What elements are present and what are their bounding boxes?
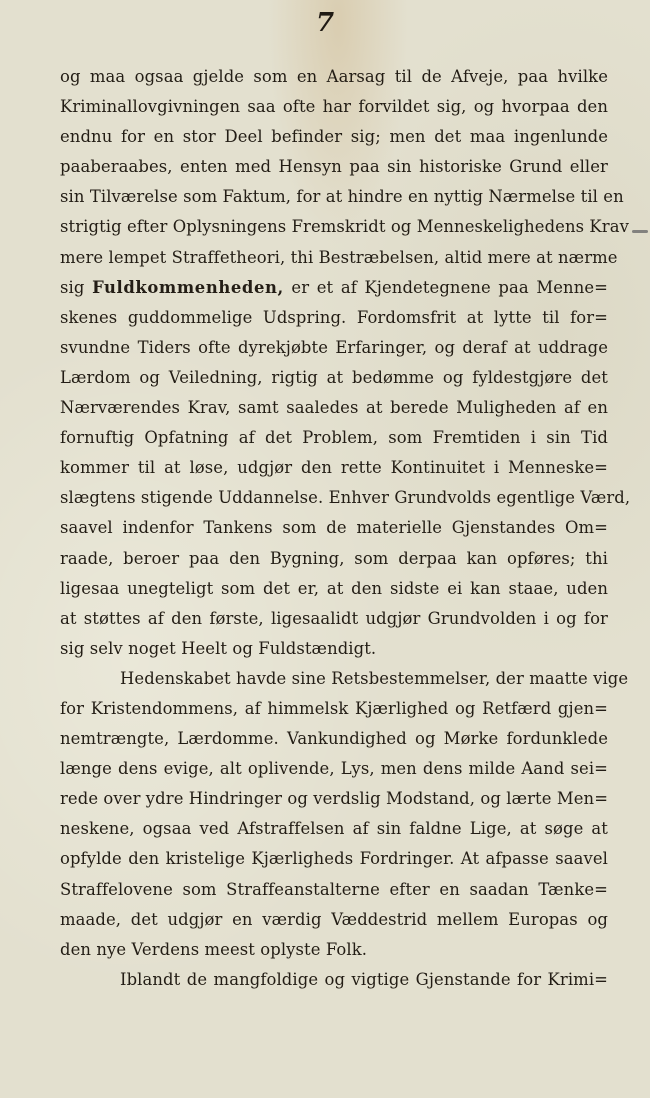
body-text — [60, 62, 631, 995]
text-line: den nye Verdens meest oplyste Folk. — [60, 939, 368, 959]
text-line: raade, beroer paa den Bygning, som derpaa kan opføres; thi — [60, 548, 608, 568]
text-segment: er et af Kjendetegnene paa Menne= — [283, 277, 609, 297]
text-line: neskene, ogsaa ved Afstraffelsen af sin faldne Lige, at søge at — [60, 819, 608, 839]
margin-mark — [632, 230, 648, 233]
text-line: opfylde den kristelige Kjærligheds Fordringer. At afpasse saavel — [60, 849, 608, 869]
text-line: mere lempet Straffetheori, thi Bestræbelsen, altid mere at nærme — [60, 247, 618, 267]
text-line: Nærværendes Krav, samt saaledes at berede Muligheden af en — [60, 398, 608, 418]
text-line: sig selv noget Heelt og Fuldstændigt. — [60, 638, 377, 658]
text-line: fornuftig Opfatning af det Problem, som Fremtiden i sin Tid — [60, 428, 608, 448]
text-line: og maa ogsaa gjelde som en Aarsag til de Afveje, paa hvilke — [60, 67, 608, 86]
text-line: paaberaabes, enten med Hensyn paa sin historiske Grund eller — [60, 157, 608, 177]
text-line: for Kristendommens, af himmelsk Kjærlighed og Retfærd gjen= — [60, 698, 608, 718]
text-line: rede over ydre Hindringer og verdslig Modstand, og lærte Men= — [60, 789, 609, 809]
paragraph-2 — [60, 664, 629, 965]
text-line: Iblandt de mangfoldige og vigtige Gjenstande for Krimi= — [120, 969, 608, 989]
page-number: 7 — [315, 8, 335, 38]
text-segment: sig — [60, 277, 93, 297]
text-line: skenes guddommelige Udspring. Fordomsfrit at lytte til for= — [60, 307, 608, 327]
text-line: Hedenskabet havde sine Retsbestemmelser, der maatte vige — [120, 668, 629, 688]
text-line: at støttes af den første, ligesaalidt udgjør Grundvolden i og for — [60, 608, 608, 628]
text-line-with-emphasis — [60, 273, 608, 303]
text-line: slægtens stigende Uddannelse. Enhver Grundvolds egentlige Værd, — [60, 488, 631, 508]
emphasized-word: Fuldkommenheden, — [92, 277, 284, 297]
text-line: Lærdom og Veiledning, rigtig at bedømme og fyldestgjøre det — [60, 367, 608, 387]
text-line: Straffelovene som Straffeanstalterne efter en saadan Tænke= — [60, 879, 608, 899]
paragraph-1 — [60, 62, 631, 664]
text-line: ligesaa unegteligt som det er, at den sidste ei kan staae, uden — [60, 578, 608, 598]
text-line: Kriminallovgivningen saa ofte har forvildet sig, og hvorpaa den — [60, 97, 608, 117]
text-line: maade, det udgjør en værdig Væddestrid mellem Europas og — [60, 909, 608, 929]
text-line: længe dens evige, alt oplivende, Lys, men dens milde Aand sei= — [60, 759, 608, 779]
paragraph-3 — [60, 965, 608, 995]
text-line: saavel indenfor Tankens som de materielle Gjenstandes Om= — [60, 518, 608, 538]
text-line: kommer til at løse, udgjør den rette Kontinuitet i Menneske= — [60, 458, 608, 478]
text-line: endnu for en stor Deel befinder sig; men det maa ingenlunde — [60, 127, 608, 147]
text-line: nemtrængte, Lærdomme. Vankundighed og Mørke fordunklede — [60, 729, 608, 749]
text-line: svundne Tiders ofte dyrekjøbte Erfaringer, og deraf at uddrage — [60, 337, 608, 357]
text-line: strigtig efter Oplysningens Fremskridt og Menneskelighedens Krav — [60, 217, 629, 237]
text-line: sin Tilværelse som Faktum, for at hindre en nyttig Nærmelse til en — [60, 187, 624, 207]
